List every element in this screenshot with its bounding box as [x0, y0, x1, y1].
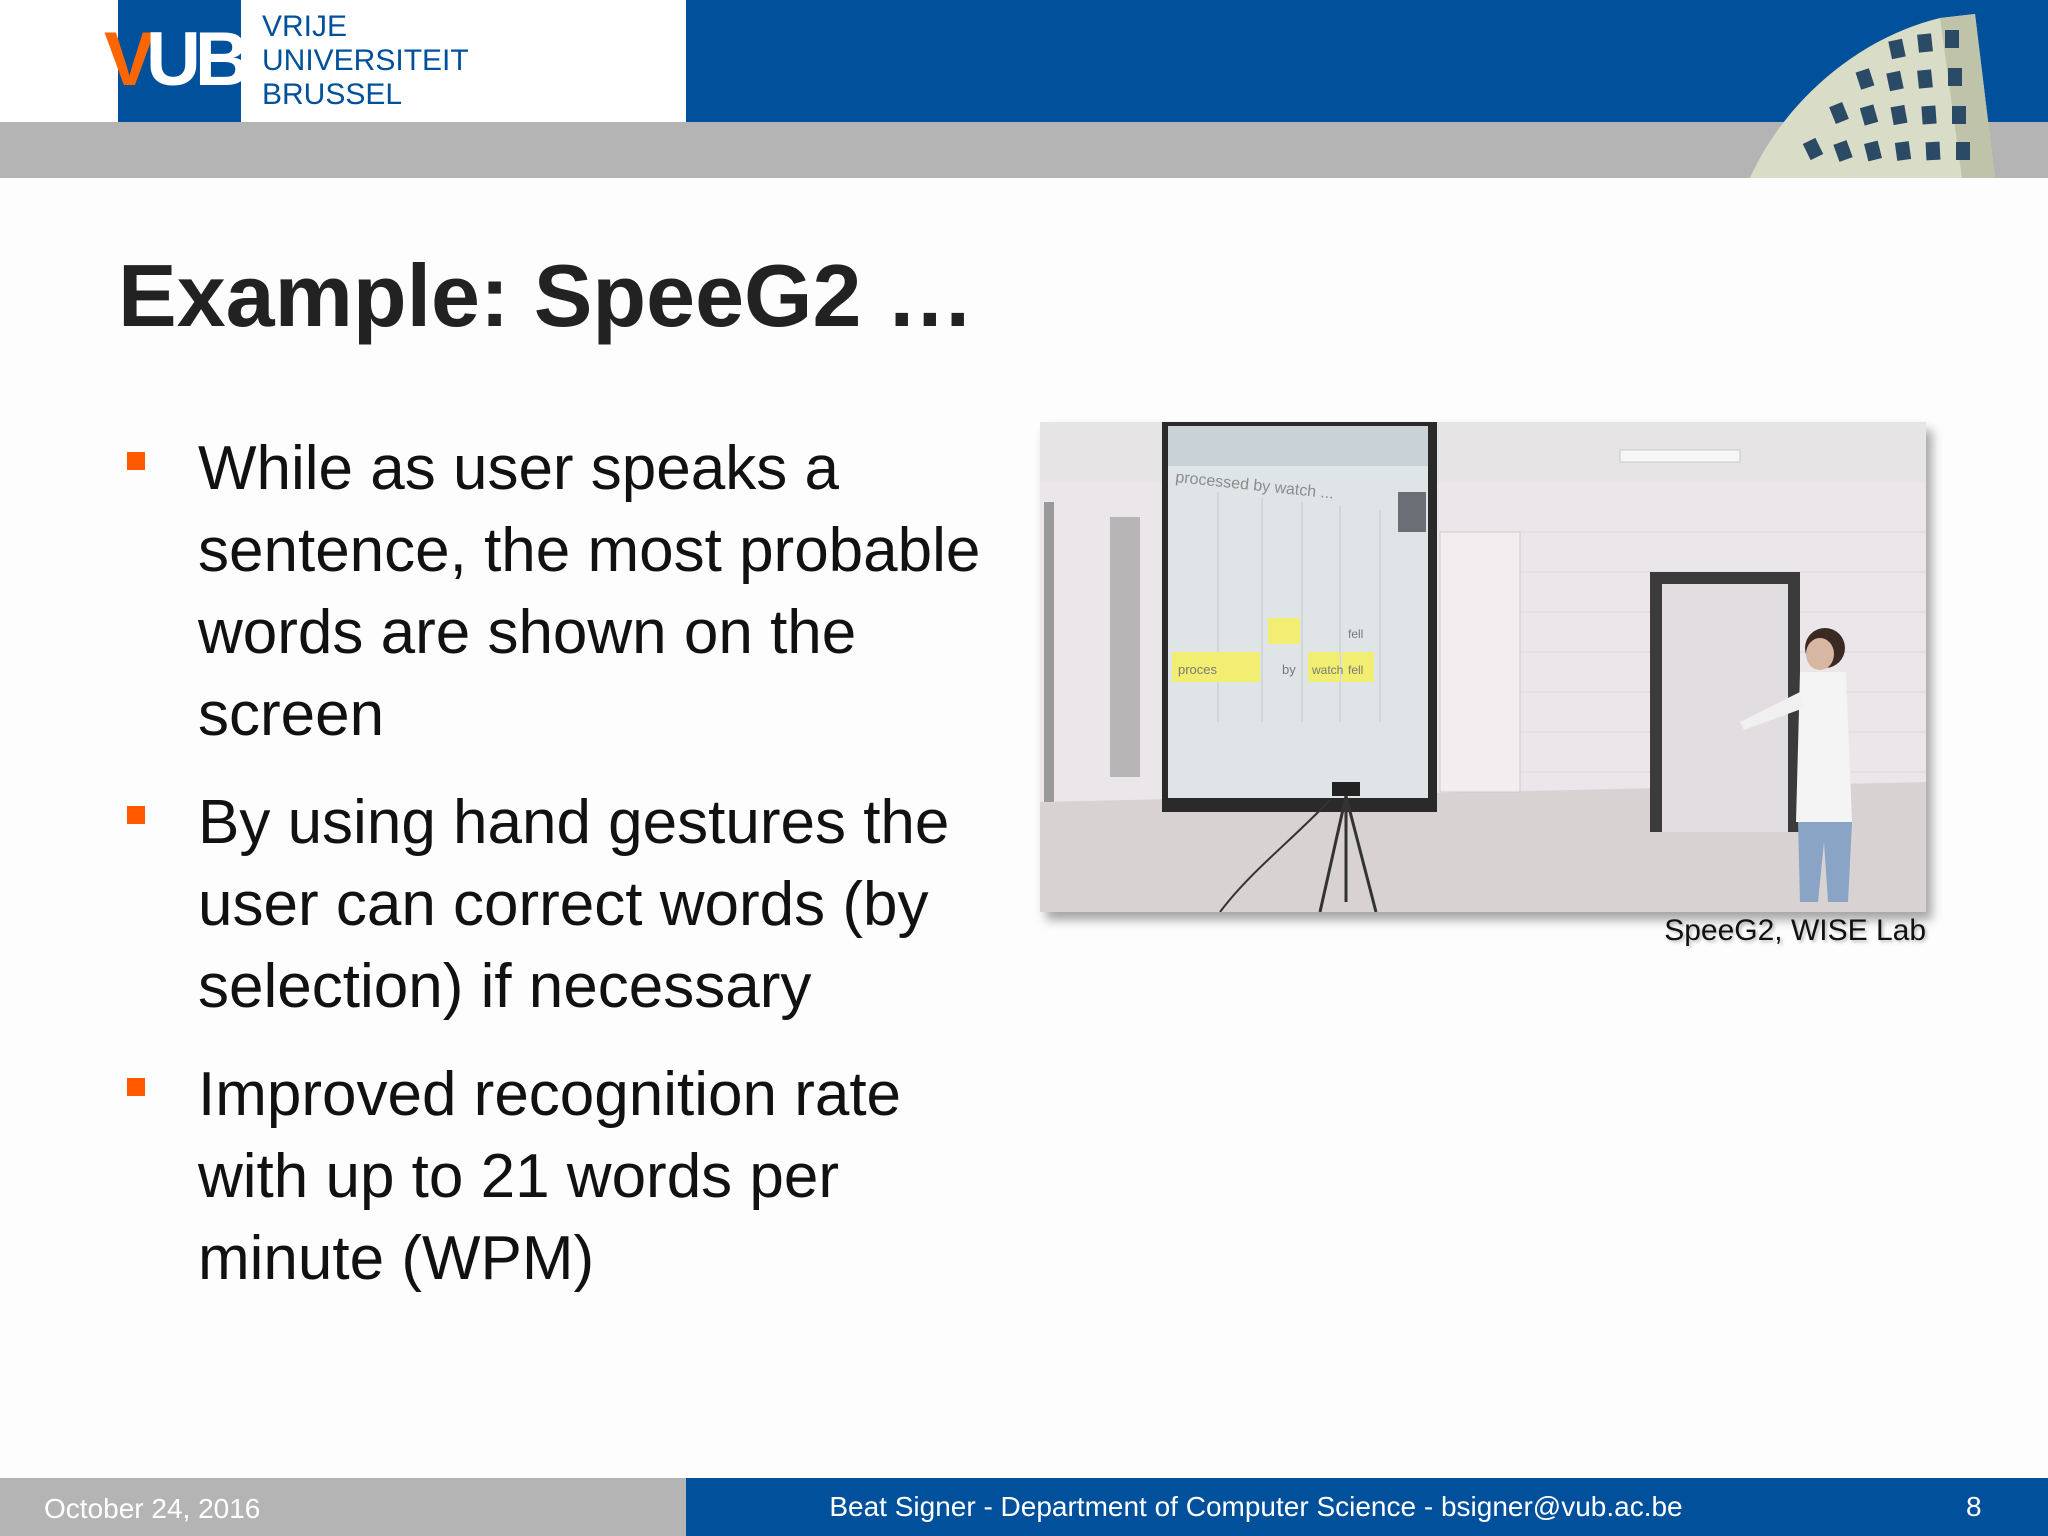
bullet-text: Improved recognition rate with up to 21 words per minute (WPM) [198, 1060, 902, 1293]
building-icon [1740, 0, 2000, 178]
bullet-item [118, 1054, 1018, 1300]
footer-date: October 24, 2016 [44, 1493, 261, 1524]
page-number: 8 [1966, 1491, 1982, 1522]
screen-word: by [1282, 662, 1296, 677]
logo-mark-v: V [104, 17, 149, 102]
screen-overlay-text: processed by watch ... [1174, 469, 1335, 503]
bullet-list [118, 428, 1018, 1326]
speeg2-photo [1040, 422, 1926, 912]
bullet-item [118, 782, 1018, 1028]
screen-word: proces [1178, 662, 1218, 677]
slide-title: Example: SpeeG2 … [118, 246, 974, 345]
bullet-text: By using hand gestures the user can correct words (by selection) if necessary [198, 788, 950, 1021]
screen-word: fell [1348, 627, 1364, 641]
bullet-square-icon [127, 1078, 145, 1096]
logo-mark-ub: UB [146, 17, 244, 102]
university-name-line: UNIVERSITEIT [262, 44, 469, 77]
bullet-item [118, 428, 1018, 756]
footer-author-info: Beat Signer - Department of Computer Science - bsigner@vub.ac.be [829, 1491, 1683, 1522]
bullet-square-icon [127, 806, 145, 824]
bullet-square-icon [127, 452, 145, 470]
university-name [262, 10, 469, 112]
university-name-line: BRUSSEL [262, 78, 403, 111]
image-caption: SpeeG2, WISE Lab [1664, 914, 1926, 947]
screen-word: watch [1312, 663, 1344, 677]
bullet-text: While as user speaks a sentence, the most probable words are shown on the screen [198, 434, 981, 749]
university-name-line: VRIJE [262, 10, 348, 43]
screen-word: fell [1348, 663, 1364, 677]
